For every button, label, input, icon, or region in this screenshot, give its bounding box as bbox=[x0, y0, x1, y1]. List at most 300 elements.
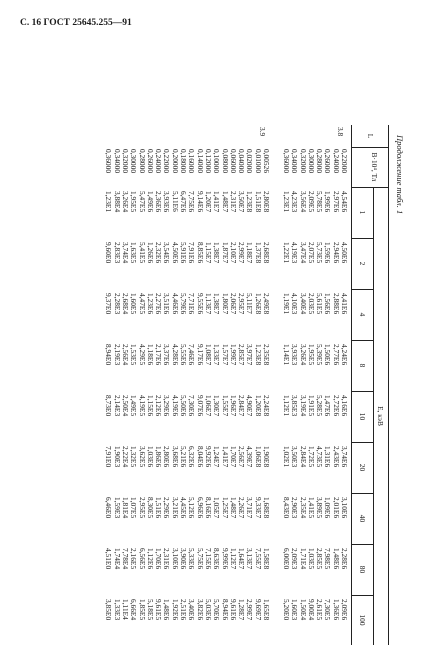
energy-header: 10 bbox=[358, 412, 367, 421]
table-cell: 1,56E6 bbox=[323, 293, 333, 315]
table-cell: 2,49E8 bbox=[262, 293, 271, 315]
table-cell: 7,78E4 bbox=[120, 548, 130, 570]
rotated-table-block bbox=[87, 125, 405, 645]
table-cell: 7,71E6 bbox=[187, 293, 197, 315]
table-cell: 2,27E6 bbox=[154, 293, 164, 315]
table-cell: 1,96E7 bbox=[228, 395, 238, 417]
table-cell: 1,48E7 bbox=[228, 497, 238, 519]
table-cell: 1,25E7 bbox=[220, 497, 230, 519]
table-cell: 2,85E7 bbox=[237, 344, 247, 366]
table-cell: 1,12E1 bbox=[281, 395, 291, 417]
table-cell: 2,84E4 bbox=[298, 446, 308, 468]
table-cell: 8,94E6 bbox=[220, 599, 230, 621]
table-cell: 1,05E7 bbox=[212, 497, 222, 519]
table-cell: 4,50E6 bbox=[170, 242, 180, 264]
value-column bbox=[104, 497, 270, 518]
table-cell: 2,28E6 bbox=[340, 548, 349, 570]
table-cell: 1,37E8 bbox=[253, 242, 263, 264]
table-cell: 2,61E5 bbox=[315, 599, 325, 621]
b-cell: 0,28000 bbox=[137, 149, 147, 174]
b-cell: 0,22000 bbox=[162, 149, 172, 174]
table-cell: 5,12E6 bbox=[187, 497, 197, 519]
table-cell: 1,90E3 bbox=[112, 446, 122, 468]
table-cell: 4,54E6 bbox=[340, 191, 349, 213]
value-column bbox=[282, 446, 348, 467]
table-cell: 1,20E8 bbox=[253, 395, 263, 417]
table-cell: 3,56E4 bbox=[298, 191, 308, 213]
table-cell: 5,11E6 bbox=[170, 191, 180, 212]
table-cell: 1,13E7 bbox=[203, 293, 213, 315]
table-cell: 1,70E6 bbox=[154, 548, 164, 570]
table-cell: 3,40E6 bbox=[187, 599, 197, 621]
table-cell: 1,63E5 bbox=[129, 242, 139, 264]
table-cell: 2,56E7 bbox=[237, 446, 247, 468]
b-cell: 0,20000 bbox=[170, 149, 180, 174]
table-cell: 2,99E7 bbox=[237, 242, 247, 264]
data-table bbox=[87, 125, 389, 645]
table-cell: 9,37E0 bbox=[104, 293, 114, 315]
table-cell: 4,41E6 bbox=[340, 293, 349, 315]
table-cell: 1,99E7 bbox=[228, 344, 238, 366]
table-cell: 3,50E7 bbox=[237, 191, 247, 213]
table-top-rule bbox=[388, 125, 389, 645]
table-cell: 7,15E6 bbox=[203, 548, 213, 570]
table-cell: 3,10E6 bbox=[340, 497, 349, 519]
table-cell: 2,35E4 bbox=[298, 497, 308, 519]
table-cell: 4,51E0 bbox=[104, 548, 114, 570]
table-cell: 2,35E8 bbox=[262, 344, 271, 366]
table-cell: 9,61E5 bbox=[154, 599, 164, 621]
table-cell: 4,29E5 bbox=[137, 344, 147, 366]
b-cell: 0,32000 bbox=[298, 149, 308, 174]
b-cell: 0,18000 bbox=[179, 149, 189, 174]
table-continuation-label: Продолжение табл. 1 bbox=[395, 135, 405, 215]
table-cell: 2,94E6 bbox=[331, 242, 341, 264]
table-cell: 3,68E6 bbox=[170, 446, 180, 468]
table-cell: 9,61E6 bbox=[228, 599, 238, 621]
table-cell: 2,28E3 bbox=[112, 293, 122, 315]
table-cell: 2,12E6 bbox=[154, 395, 164, 417]
table-cell: 4,46E6 bbox=[170, 293, 180, 315]
b-cell: 0,28000 bbox=[315, 149, 325, 174]
table-cell: 4,19E3 bbox=[290, 242, 300, 264]
table-cell: 1,24E7 bbox=[212, 446, 222, 468]
table-cell: 1,30E7 bbox=[212, 395, 222, 417]
table-cell: 1,86E6 bbox=[154, 446, 164, 468]
table-cell: 5,03E6 bbox=[203, 599, 213, 621]
table-cell: 1,95E5 bbox=[129, 191, 139, 213]
b-cell: 0,32000 bbox=[120, 149, 130, 174]
table-cell: 3,50E3 bbox=[290, 446, 300, 468]
value-column bbox=[104, 548, 270, 569]
table-cell: 2,68E8 bbox=[262, 242, 271, 264]
table-cell: 1,07E5 bbox=[129, 497, 139, 519]
table-cell: 2,85E5 bbox=[315, 548, 325, 570]
b-cell: 0,12000 bbox=[203, 149, 213, 174]
table-cell: 2,68E4 bbox=[120, 293, 130, 315]
table-cell: 2,80E8 bbox=[262, 191, 271, 213]
table-cell: 4,50E6 bbox=[340, 242, 349, 264]
table-cell: 1,28E7 bbox=[237, 599, 247, 621]
table-cell: 3,85E0 bbox=[104, 599, 114, 621]
table-cell: 2,72E6 bbox=[331, 395, 341, 417]
table-cell: 2,22E4 bbox=[120, 446, 130, 468]
table-cell: 8,94E0 bbox=[104, 344, 114, 366]
table-cell: 2,31E7 bbox=[228, 191, 238, 213]
energy-header: 20 bbox=[358, 463, 367, 472]
table-cell: 1,48E7 bbox=[220, 191, 230, 213]
table-cell: 1,09E6 bbox=[323, 497, 333, 519]
energy-header: 80 bbox=[358, 565, 367, 574]
table-cell: 1,49E5 bbox=[129, 395, 139, 417]
energy-header: 4 bbox=[358, 312, 367, 317]
table-cell: 1,53E5 bbox=[129, 344, 139, 366]
table-cell: 8,04E6 bbox=[195, 446, 205, 468]
table-cell: 1,48E6 bbox=[162, 599, 172, 621]
b-cell: 0,08000 bbox=[220, 149, 230, 174]
table-cell: 2,01E6 bbox=[331, 497, 341, 519]
b-cell: 0,10000 bbox=[212, 149, 222, 174]
table-cell: 7,75E6 bbox=[187, 191, 197, 213]
table-cell: 1,20E7 bbox=[203, 191, 213, 213]
b-cell: 0,24000 bbox=[331, 149, 341, 174]
table-cell: 8,63E6 bbox=[212, 548, 222, 570]
energy-header-rule bbox=[373, 187, 374, 645]
energy-header: 100 bbox=[358, 614, 367, 626]
table-cell: 2,90E3 bbox=[290, 497, 300, 519]
value-column bbox=[282, 191, 348, 212]
table-cell: 1,92E6 bbox=[170, 599, 180, 621]
table-cell: 4,19E6 bbox=[170, 395, 180, 417]
b-cell: 0,26000 bbox=[145, 149, 155, 174]
table-cell: 7,91E0 bbox=[104, 446, 114, 468]
table-cell: 7,98E5 bbox=[323, 548, 333, 570]
table-cell: 5,18E5 bbox=[145, 599, 155, 621]
table-cell: 3,74E4 bbox=[120, 242, 130, 264]
table-cell: 1,91E5 bbox=[306, 395, 316, 417]
table-cell: 1,60E5 bbox=[129, 293, 139, 315]
table-cell: 4,39E7 bbox=[245, 446, 255, 468]
b-cell: 0,26000 bbox=[323, 149, 333, 174]
table-cell: 3,71E7 bbox=[245, 497, 255, 519]
table-cell: 5,20E0 bbox=[281, 599, 291, 621]
table-cell: 2,29E6 bbox=[162, 497, 172, 519]
table-cell: 6,46E0 bbox=[104, 497, 114, 519]
table-cell: 1,57E7 bbox=[220, 344, 230, 366]
b-cell: 0,01000 bbox=[253, 149, 263, 174]
table-cell: 2,88E6 bbox=[331, 293, 341, 315]
b-cell: 0,16000 bbox=[187, 149, 197, 174]
table-cell: 8,43E0 bbox=[281, 497, 291, 519]
table-cell: 1,58E8 bbox=[262, 548, 271, 570]
table-cell: 1,12E6 bbox=[145, 548, 155, 570]
value-column bbox=[282, 293, 348, 314]
table-cell: 2,09E5 bbox=[306, 191, 316, 213]
value-column bbox=[104, 293, 270, 314]
table-cell: 1,33E3 bbox=[112, 599, 122, 621]
table-cell: 3,97E7 bbox=[245, 344, 255, 366]
table-cell: 1,06E7 bbox=[203, 395, 213, 417]
table-cell: 1,23E6 bbox=[145, 293, 155, 315]
table-cell: 5,28E5 bbox=[315, 395, 325, 417]
table-cell: 5,21E6 bbox=[179, 446, 189, 468]
table-cell: 2,19E3 bbox=[112, 344, 122, 366]
table-cell: 4,90E7 bbox=[245, 395, 255, 417]
table-cell: 2,95E5 bbox=[137, 497, 147, 519]
b-cell: 0,04000 bbox=[237, 149, 247, 174]
table-cell: 1,33E7 bbox=[212, 344, 222, 366]
energy-header: 2 bbox=[358, 261, 367, 266]
table-cell: 1,50E4 bbox=[298, 599, 308, 621]
table-cell: 1,02E1 bbox=[281, 446, 291, 468]
table-cell: 1,23E1 bbox=[281, 191, 291, 213]
table-cell: 3,47E4 bbox=[298, 242, 308, 264]
table-cell: 3,90E6 bbox=[179, 548, 189, 570]
table-cell: 9,92E6 bbox=[203, 446, 213, 468]
table-cell: 2,24E8 bbox=[262, 395, 271, 417]
b-cell: 0,02000 bbox=[245, 149, 255, 174]
table-cell: 2,31E6 bbox=[162, 548, 172, 570]
value-column bbox=[104, 599, 270, 620]
table-cell: 4,16E6 bbox=[340, 395, 349, 417]
table-cell: 2,77E6 bbox=[331, 344, 341, 366]
energy-header: 40 bbox=[358, 514, 367, 523]
table-cell: 1,51E6 bbox=[154, 497, 164, 519]
table-cell: 1,03E5 bbox=[306, 548, 316, 570]
table-cell: 3,51E6 bbox=[162, 293, 172, 315]
b-cell: 0,14000 bbox=[195, 149, 205, 174]
table-cell: 1,65E8 bbox=[262, 599, 271, 621]
table-cell: 1,59E3 bbox=[112, 497, 122, 519]
value-column bbox=[282, 395, 348, 416]
table-cell: 1,14E1 bbox=[281, 344, 291, 366]
table-cell: 1,15E6 bbox=[145, 395, 155, 417]
table-cell: 1,49E6 bbox=[145, 191, 155, 213]
table-cell: 4,47E5 bbox=[137, 293, 147, 315]
table-cell: 5,75E6 bbox=[195, 548, 205, 570]
group-L-value: 3.8 bbox=[336, 127, 345, 137]
table-cell: 1,26E6 bbox=[145, 242, 155, 264]
table-cell: 3,21E6 bbox=[170, 497, 180, 519]
table-cell: 9,17E6 bbox=[195, 344, 205, 366]
b-column bbox=[282, 149, 348, 173]
table-cell: 5,41E5 bbox=[137, 242, 147, 264]
table-cell: 2,80E6 bbox=[162, 446, 172, 468]
table-cell: 5,55E6 bbox=[179, 344, 189, 366]
table-cell: 3,88E4 bbox=[112, 191, 122, 213]
header-E: E, кэВ bbox=[376, 406, 385, 426]
table-cell: 3,82E6 bbox=[195, 599, 205, 621]
table-cell: 6,32E6 bbox=[187, 446, 197, 468]
table-cell: 1,31E6 bbox=[323, 446, 333, 468]
table-cell: 9,99E6 bbox=[220, 548, 230, 570]
table-cell: 1,64E7 bbox=[237, 548, 247, 570]
table-cell: 2,84E7 bbox=[237, 395, 247, 417]
table-cell: 2,03E5 bbox=[306, 293, 316, 315]
b-cell: 0,00526 bbox=[262, 149, 271, 174]
table-cell: 8,16E6 bbox=[203, 497, 213, 519]
value-column bbox=[282, 548, 348, 569]
table-cell: 2,83E3 bbox=[112, 242, 122, 264]
table-cell: 5,73E5 bbox=[315, 242, 325, 264]
table-cell: 2,56E4 bbox=[120, 344, 130, 366]
table-cell: 4,45E6 bbox=[179, 497, 189, 519]
table-cell: 1,87E7 bbox=[220, 242, 230, 264]
table-cell: 1,18E7 bbox=[245, 242, 255, 264]
table-cell: 2,16E5 bbox=[129, 548, 139, 570]
table-cell: 5,47E5 bbox=[137, 191, 147, 213]
b-cell: 0,24000 bbox=[154, 149, 164, 174]
table-cell: 9,33E7 bbox=[253, 497, 263, 519]
table-cell: 8,30E5 bbox=[145, 497, 155, 519]
table-cell: 2,06E7 bbox=[228, 293, 238, 315]
table-cell: 1,15E7 bbox=[203, 242, 213, 264]
table-cell: 4,10E3 bbox=[290, 293, 300, 315]
table-cell: 5,61E5 bbox=[315, 293, 325, 315]
table-cell: 9,07E6 bbox=[195, 395, 205, 417]
table-cell: 7,30E5 bbox=[323, 599, 333, 621]
table-cell: 1,55E7 bbox=[220, 395, 230, 417]
table-cell: 2,14E3 bbox=[112, 395, 122, 417]
value-column bbox=[282, 242, 348, 263]
table-cell: 9,69E7 bbox=[253, 599, 263, 621]
table-cell: 1,68E8 bbox=[262, 497, 271, 519]
table-cell: 1,03E6 bbox=[145, 446, 155, 468]
table-cell: 2,43E6 bbox=[331, 446, 341, 468]
table-cell: 3,26E4 bbox=[120, 191, 130, 213]
table-cell: 1,22E1 bbox=[281, 242, 291, 264]
table-cell: 3,74E6 bbox=[340, 446, 349, 468]
table-cell: 1,59E6 bbox=[323, 242, 333, 264]
table-cell: 3,54E6 bbox=[162, 242, 172, 264]
table-cell: 4,28E6 bbox=[170, 344, 180, 366]
table-cell: 8,85E6 bbox=[195, 242, 205, 264]
table-cell: 1,51E8 bbox=[253, 191, 263, 213]
table-cell: 9,60E0 bbox=[104, 242, 114, 264]
table-cell: 1,23E1 bbox=[104, 191, 114, 213]
page-header: С. 16 ГОСТ 25645.255—91 bbox=[20, 18, 132, 28]
value-column bbox=[282, 344, 348, 365]
table-cell: 1,72E5 bbox=[306, 446, 316, 468]
value-column bbox=[104, 242, 270, 263]
table-cell: 1,38E7 bbox=[212, 293, 222, 315]
table-cell: 1,23E8 bbox=[253, 344, 263, 366]
table-cell: 2,32E6 bbox=[154, 242, 164, 264]
table-cell: 1,41E5 bbox=[306, 497, 316, 519]
table-cell: 1,60E3 bbox=[290, 599, 300, 621]
table-cell: 1,32E5 bbox=[129, 446, 139, 468]
table-cell: 1,85E5 bbox=[137, 599, 147, 621]
table-cell: 9,14E6 bbox=[195, 191, 205, 213]
table-cell: 6,96E6 bbox=[195, 497, 205, 519]
table-cell: 9,00E4 bbox=[306, 599, 316, 621]
table-cell: 6,66E4 bbox=[129, 599, 139, 621]
table-cell: 7,91E6 bbox=[187, 242, 197, 264]
table-cell: 1,74E4 bbox=[112, 548, 122, 570]
table-cell: 4,24E6 bbox=[340, 344, 349, 366]
table-cell: 1,11E4 bbox=[120, 599, 130, 620]
table-cell: 5,79E6 bbox=[179, 293, 189, 315]
table-cell: 2,99E7 bbox=[245, 599, 255, 621]
b-cell: 0,06000 bbox=[228, 149, 238, 174]
table-cell: 1,80E7 bbox=[220, 293, 230, 315]
table-cell: 1,23E8 bbox=[245, 191, 255, 213]
table-cell: 1,38E7 bbox=[212, 242, 222, 264]
table-cell: 1,71E4 bbox=[298, 548, 308, 570]
table-cell: 3,62E5 bbox=[137, 446, 147, 468]
table-cell: 7,30E6 bbox=[187, 395, 197, 417]
table-cell: 1,18E6 bbox=[145, 344, 155, 366]
table-cell: 3,93E3 bbox=[290, 344, 300, 366]
table-cell: 8,73E0 bbox=[104, 395, 114, 417]
table-cell: 5,33E6 bbox=[187, 548, 197, 570]
table-cell: 5,11E7 bbox=[245, 293, 255, 314]
table-cell: 2,50E4 bbox=[120, 395, 130, 417]
table-cell: 2,09E3 bbox=[290, 548, 300, 570]
table-cell: 3,10E6 bbox=[170, 548, 180, 570]
table-cell: 5,50E6 bbox=[179, 395, 189, 417]
table-cell: 5,70E6 bbox=[212, 599, 222, 621]
table-cell: 3,37E6 bbox=[162, 344, 172, 366]
b-cell: 0,36000 bbox=[281, 149, 291, 174]
table-cell: 3,29E6 bbox=[162, 395, 172, 417]
table-cell: 1,19E1 bbox=[281, 293, 291, 315]
table-cell: 1,90E8 bbox=[262, 446, 271, 468]
table-cell: 6,00E0 bbox=[281, 548, 291, 570]
table-cell: 2,17E6 bbox=[154, 344, 164, 366]
table-cell: 2,09E6 bbox=[340, 599, 349, 621]
table-cell: 5,39E5 bbox=[315, 344, 325, 366]
value-column bbox=[104, 395, 270, 416]
table-cell: 7,46E6 bbox=[187, 344, 197, 366]
b-column bbox=[104, 149, 270, 173]
value-column bbox=[282, 497, 348, 518]
table-cell: 1,99E6 bbox=[323, 191, 333, 213]
table-cell: 2,51E6 bbox=[179, 599, 189, 621]
energy-header: 8 bbox=[358, 363, 367, 368]
table-cell: 2,36E6 bbox=[154, 191, 164, 213]
table-cell: 2,95E7 bbox=[237, 293, 247, 315]
table-cell: 1,41E7 bbox=[212, 191, 222, 213]
table-cell: 1,95E5 bbox=[306, 344, 316, 366]
table-cell: 2,26E7 bbox=[237, 497, 247, 519]
header-B: B·10⁴, Тл bbox=[370, 152, 379, 182]
table-cell: 2,97E6 bbox=[331, 191, 341, 213]
table-cell: 4,73E5 bbox=[315, 446, 325, 468]
table-cell: 1,70E7 bbox=[228, 446, 238, 468]
energy-header: 1 bbox=[358, 210, 367, 215]
table-cell: 6,56E5 bbox=[137, 548, 147, 570]
table-cell: 1,50E6 bbox=[323, 344, 333, 366]
table-cell: 1,12E7 bbox=[228, 548, 238, 570]
b-cell: 0,34000 bbox=[290, 149, 300, 174]
table-cell: 1,26E8 bbox=[253, 293, 263, 315]
table-cell: 3,40E4 bbox=[298, 293, 308, 315]
b-cell: 0,34000 bbox=[112, 149, 122, 174]
table-cell: 1,08E7 bbox=[203, 344, 213, 366]
table-cell: 3,85E3 bbox=[290, 395, 300, 417]
table-cell: 1,48E6 bbox=[331, 548, 341, 570]
table-cell: 5,78E5 bbox=[315, 191, 325, 213]
table-cell: 3,26E4 bbox=[298, 344, 308, 366]
table-cell: 3,19E4 bbox=[298, 395, 308, 417]
table-cell: 3,13E7 bbox=[245, 548, 255, 570]
b-cell: 0,22000 bbox=[340, 149, 349, 174]
table-cell: 1,47E6 bbox=[323, 395, 333, 417]
b-cell: 0,36000 bbox=[104, 149, 114, 174]
table-cell: 5,91E6 bbox=[179, 242, 189, 264]
table-cell: 3,89E5 bbox=[315, 497, 325, 519]
